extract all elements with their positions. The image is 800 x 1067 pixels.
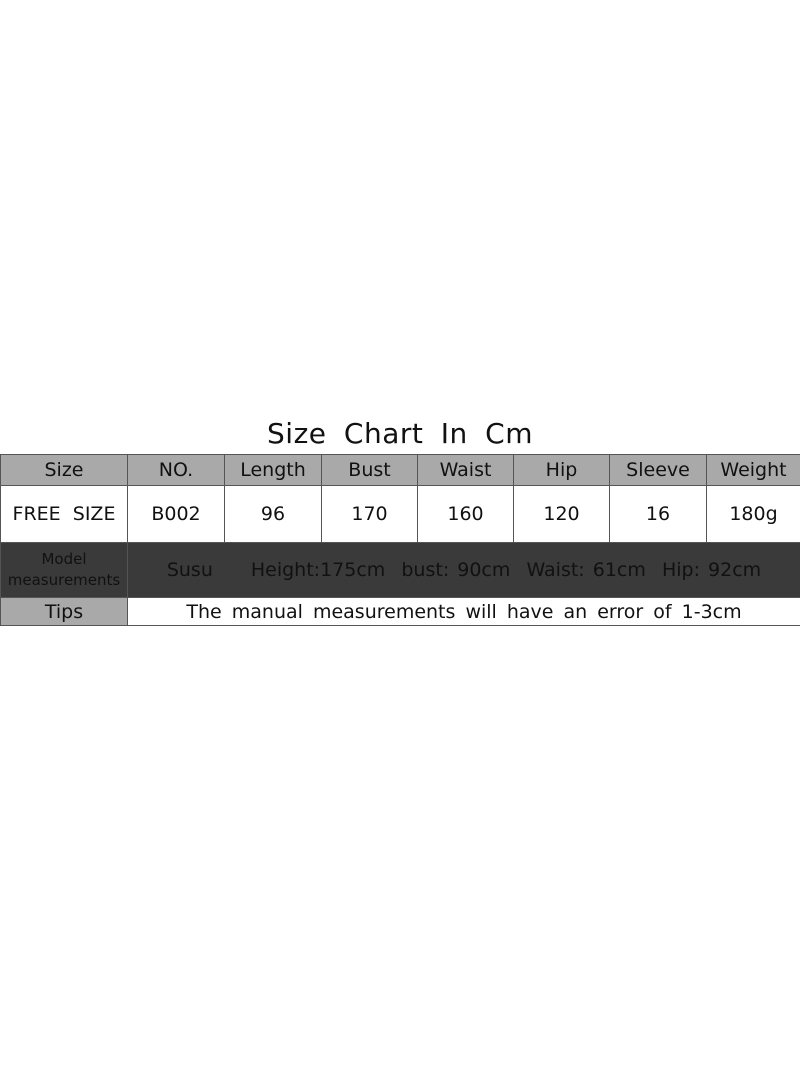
tips-label: Tips (1, 598, 128, 626)
header-size: Size (1, 455, 128, 486)
cell-weight: 180g (707, 486, 800, 543)
header-length: Length (225, 455, 322, 486)
page-title: Size Chart In Cm (267, 417, 533, 450)
cell-no: B002 (128, 486, 225, 543)
model-details: Height:175cm bust: 90cm Waist: 61cm Hip: 92cm (250, 559, 762, 581)
tips-text: The manual measurements will have an error of 1-3cm (128, 598, 800, 626)
model-label-line2: measurements (7, 571, 121, 589)
header-waist: Waist (418, 455, 514, 486)
header-sleeve: Sleeve (610, 455, 707, 486)
header-no: NO. (128, 455, 225, 486)
model-label-line1: Model (41, 550, 87, 568)
model-measurements-info (128, 543, 800, 598)
header-hip: Hip (514, 455, 610, 486)
cell-sleeve: 16 (610, 486, 707, 543)
cell-size: FREE SIZE (1, 486, 128, 543)
size-chart-table (0, 454, 800, 626)
cell-length: 96 (225, 486, 322, 543)
table-row (1, 486, 800, 543)
model-measurements-label (1, 543, 128, 598)
model-name: Susu (166, 559, 213, 581)
cell-waist: 160 (418, 486, 514, 543)
header-weight: Weight (707, 455, 800, 486)
model-row (1, 543, 800, 598)
tips-row (1, 598, 800, 626)
table-header-row (1, 455, 800, 486)
header-bust: Bust (322, 455, 418, 486)
cell-bust: 170 (322, 486, 418, 543)
cell-hip: 120 (514, 486, 610, 543)
